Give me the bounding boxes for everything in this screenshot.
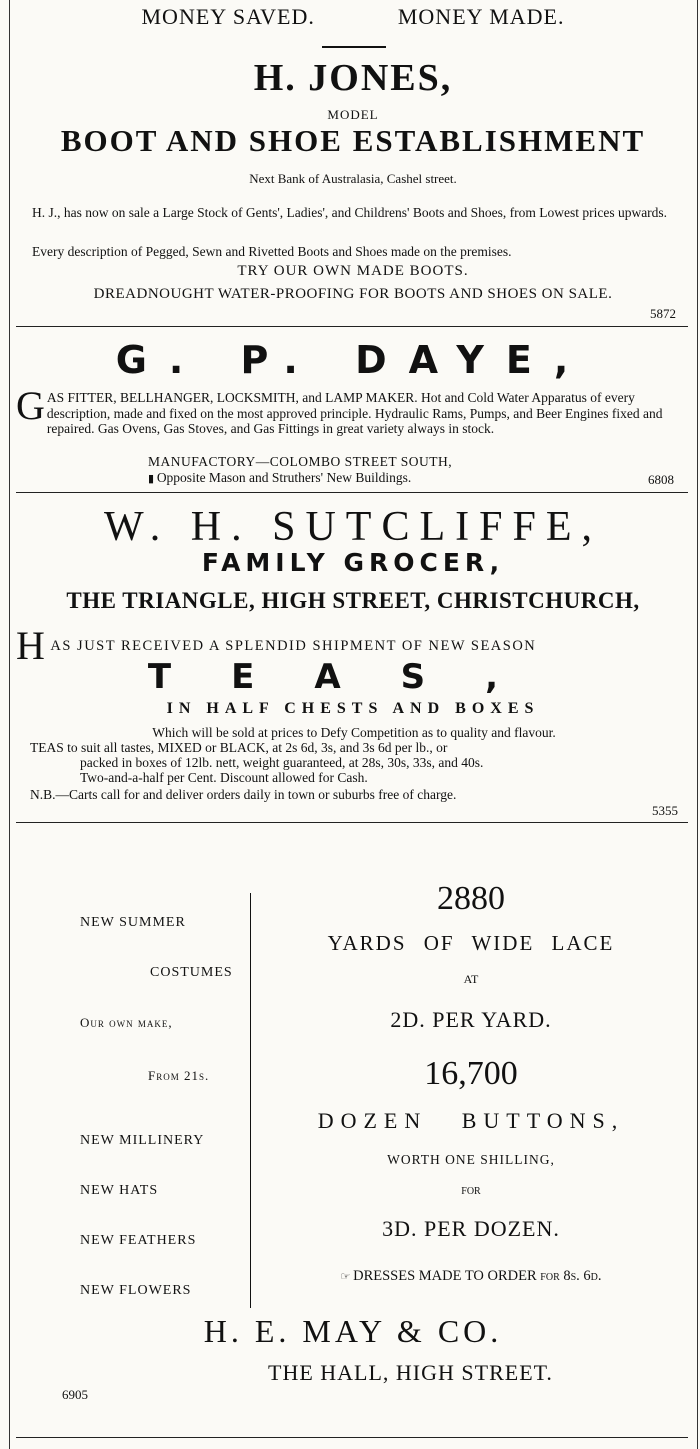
daye-name: G. P. DAYE,	[115, 338, 591, 382]
may-hall: THE HALL, HIGH STREET.	[268, 1360, 553, 1385]
daye-opposite: Opposite Mason and Struthers' New Buildings.	[156, 470, 412, 485]
may-dresses-line	[256, 1268, 686, 1285]
may-for: FOR	[461, 1186, 481, 1197]
column-brace	[250, 893, 251, 1308]
money-made-text: MONEY MADE.	[397, 4, 565, 29]
may-new-summer: NEW SUMMER	[80, 915, 186, 930]
hand-pointer-icon: ▮	[148, 473, 157, 485]
sutcliffe-line5: N.B.—Carts call for and deliver orders daily in town or suburbs free of charge.	[30, 787, 457, 802]
daye-body: AS FITTER, BELLHANGER, LOCKSMITH, and LAMP MAKER. Hot and Cold Water Apparatus of every description, made and fixed on the most approved principle. Hydraulic Rams, Pumps, and Beer Engines fixed and repaired. Gas Ovens, Gas Stoves, and Gas Fittings in great variety always in stock.	[46, 390, 663, 436]
jones-name: H. JONES,	[253, 57, 453, 99]
right-column-rule	[697, 0, 698, 1449]
sutcliffe-line1: Which will be sold at prices to Defy Competition as to quality and flavour.	[152, 725, 556, 740]
jones-para1: H. J., has now on sale a Large Stock of Gents', Ladies', and Childrens' Boots and Shoes, from Lowest prices upwards.	[32, 205, 668, 220]
daye-manufactory: MANUFACTORY—COLOMBO STREET SOUTH,	[148, 454, 453, 469]
sutcliffe-teas: TEAS,	[147, 657, 559, 697]
may-flowers: NEW FLOWERS	[80, 1283, 192, 1298]
may-lace-price: 2D. PER YARD.	[390, 1007, 552, 1032]
may-dresses: DRESSES MADE TO ORDER for 8s. 6d.	[353, 1268, 602, 1284]
may-buttons-qty: 16,700	[424, 1055, 518, 1092]
may-from-price: From 21s.	[148, 1068, 210, 1083]
sutcliffe-received: AS JUST RECEIVED A SPLENDID SHIPMENT OF NEW SEASON	[50, 638, 537, 654]
left-column-rule	[9, 0, 10, 1449]
sutcliffe-line3: packed in boxes of 12lb. nett, weight guaranteed, at 28s, 30s, 33s, and 40s.	[80, 755, 484, 770]
divider	[16, 1437, 688, 1438]
may-at: AT	[463, 972, 479, 986]
money-slogan	[12, 4, 694, 30]
may-worth: WORTH ONE SHILLING,	[387, 1152, 555, 1167]
jones-number: 5872	[650, 306, 676, 321]
may-hats: NEW HATS	[80, 1183, 159, 1198]
sutcliffe-trade: FAMILY GROCER,	[201, 548, 505, 577]
jones-dreadnought: DREADNOUGHT WATER-PROOFING FOR BOOTS AND SHOES ON SALE.	[93, 286, 613, 302]
may-company: H. E. MAY & CO.	[203, 1313, 503, 1349]
may-lace: YARDS OF WIDE LACE	[327, 931, 615, 955]
divider	[16, 492, 688, 493]
may-number: 6905	[62, 1387, 88, 1402]
short-rule	[322, 46, 386, 48]
money-saved-text: MONEY SAVED.	[141, 4, 315, 29]
divider	[16, 822, 688, 823]
daye-number: 6808	[648, 472, 674, 487]
jones-model: MODEL	[327, 107, 379, 122]
jones-establishment: BOOT AND SHOE ESTABLISHMENT	[60, 123, 646, 158]
sutcliffe-line2: TEAS to suit all tastes, MIXED or BLACK, at 2s 6d, 3s, and 3s 6d per lb., or	[30, 740, 448, 755]
sutcliffe-half-chests: IN HALF CHESTS AND BOXES	[166, 700, 540, 717]
may-feathers: NEW FEATHERS	[80, 1233, 197, 1248]
daye-text	[16, 383, 690, 437]
jones-para2: Every description of Pegged, Sewn and Rivetted Boots and Shoes made on the premises.	[32, 244, 512, 259]
sutcliffe-address: THE TRIANGLE, HIGH STREET, CHRISTCHURCH,	[66, 588, 640, 613]
sutcliffe-line4: Two-and-a-half per Cent. Discount allowed for Cash.	[80, 770, 368, 785]
sutcliffe-number: 5355	[652, 803, 678, 818]
sutcliffe-dropcap: H	[16, 623, 47, 668]
may-buttons-price: 3D. PER DOZEN.	[382, 1216, 560, 1241]
may-lace-qty: 2880	[437, 880, 505, 917]
daye-opposite-line	[148, 470, 411, 486]
jones-try: TRY OUR OWN MADE BOOTS.	[237, 263, 469, 279]
may-costumes: COSTUMES	[150, 965, 233, 980]
jones-address: Next Bank of Australasia, Cashel street.	[249, 171, 457, 186]
may-millinery: NEW MILLINERY	[80, 1133, 205, 1148]
daye-dropcap: G	[16, 383, 45, 428]
sutcliffe-name: W. H. SUTCLIFFE,	[104, 504, 602, 550]
divider	[16, 326, 688, 327]
may-own-make: Our own make,	[80, 1015, 173, 1030]
may-buttons: DOZEN BUTTONS,	[317, 1108, 625, 1133]
hand-pointer-icon: ☞	[340, 1271, 354, 1283]
